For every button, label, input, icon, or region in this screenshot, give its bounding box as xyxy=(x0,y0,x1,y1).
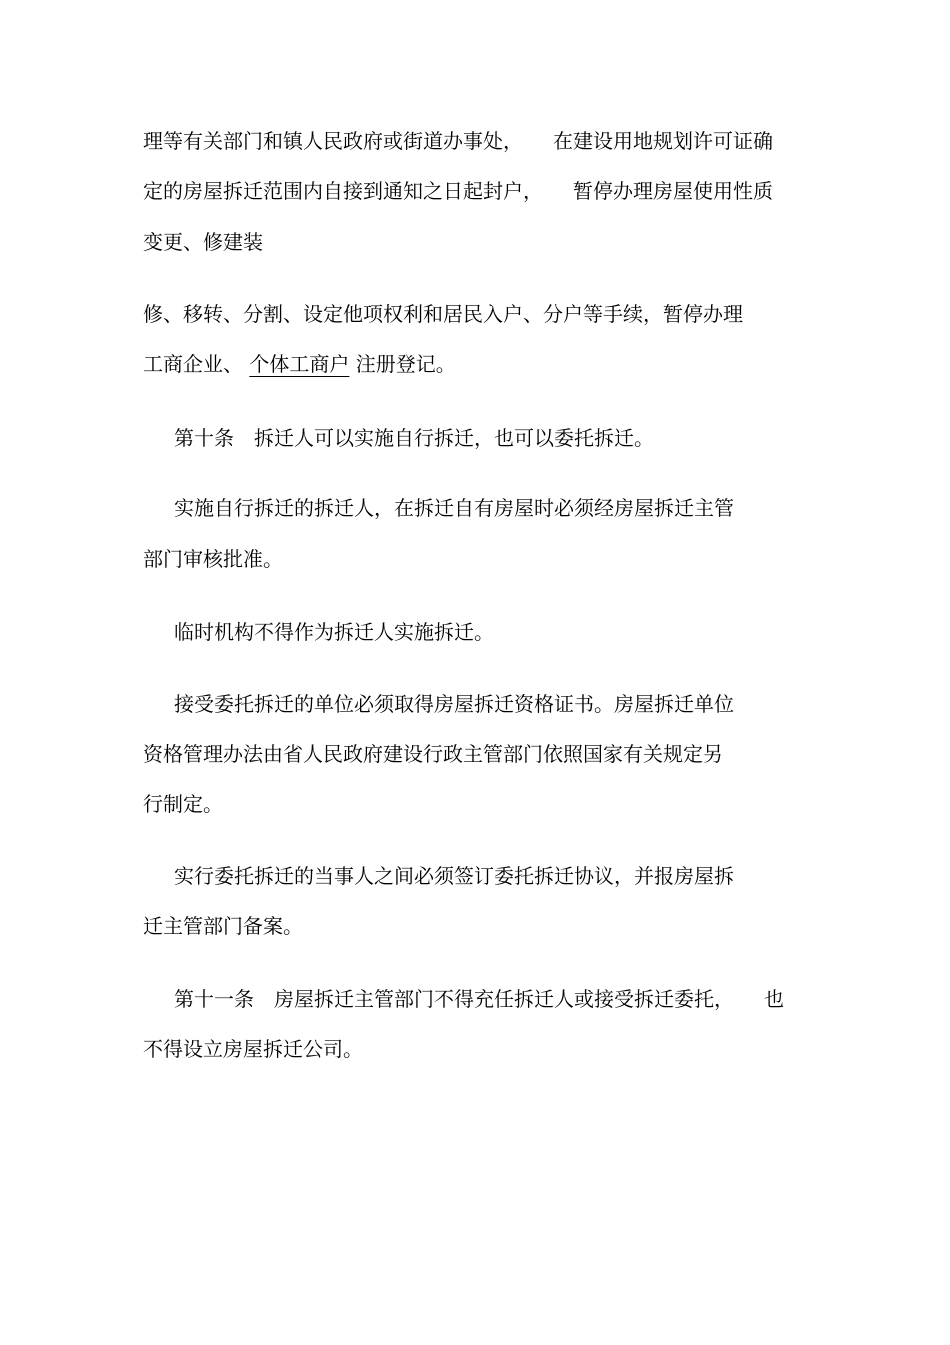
article-10-heading-line: 第十条 拆迁人可以实施自行拆迁，也可以委托拆迁。 xyxy=(174,426,654,450)
paragraph-line: 行制定。 xyxy=(143,792,223,816)
paragraph-line: 实行委托拆迁的当事人之间必须签订委托拆迁协议，并报房屋拆 xyxy=(174,864,734,888)
paragraph-line: 修、移转、分割、设定他项权利和居民入户、分户等手续，暂停办理 xyxy=(143,302,743,326)
paragraph-line: 变更、修建装 xyxy=(143,230,263,254)
paragraph-line: 不得设立房屋拆迁公司。 xyxy=(143,1037,363,1061)
text-segment: 工商企业、 xyxy=(143,352,250,376)
paragraph-line: 定的房屋拆迁范围内自接到通知之日起封户， 暂停办理房屋使用性质 xyxy=(143,179,773,203)
paragraph-line: 资格管理办法由省人民政府建设行政主管部门依照国家有关规定另 xyxy=(143,742,723,766)
paragraph-line: 接受委托拆迁的单位必须取得房屋拆迁资格证书。房屋拆迁单位 xyxy=(174,692,734,716)
paragraph-line: 理等有关部门和镇人民政府或街道办事处， 在建设用地规划许可证确 xyxy=(143,129,773,153)
paragraph-line: 临时机构不得作为拆迁人实施拆迁。 xyxy=(174,620,494,644)
paragraph-line: 部门审核批准。 xyxy=(143,547,283,571)
paragraph-line: 实施自行拆迁的拆迁人，在拆迁自有房屋时必须经房屋拆迁主管 xyxy=(174,496,734,520)
text-segment: 注册登记。 xyxy=(349,352,456,376)
paragraph-line: 迁主管部门备案。 xyxy=(143,914,303,938)
article-11-heading-line: 第十一条 房屋拆迁主管部门不得充任拆迁人或接受拆迁委托， 也 xyxy=(174,987,784,1011)
underlined-term: 个体工商户 xyxy=(249,352,350,376)
paragraph-line-with-underline xyxy=(143,350,456,378)
